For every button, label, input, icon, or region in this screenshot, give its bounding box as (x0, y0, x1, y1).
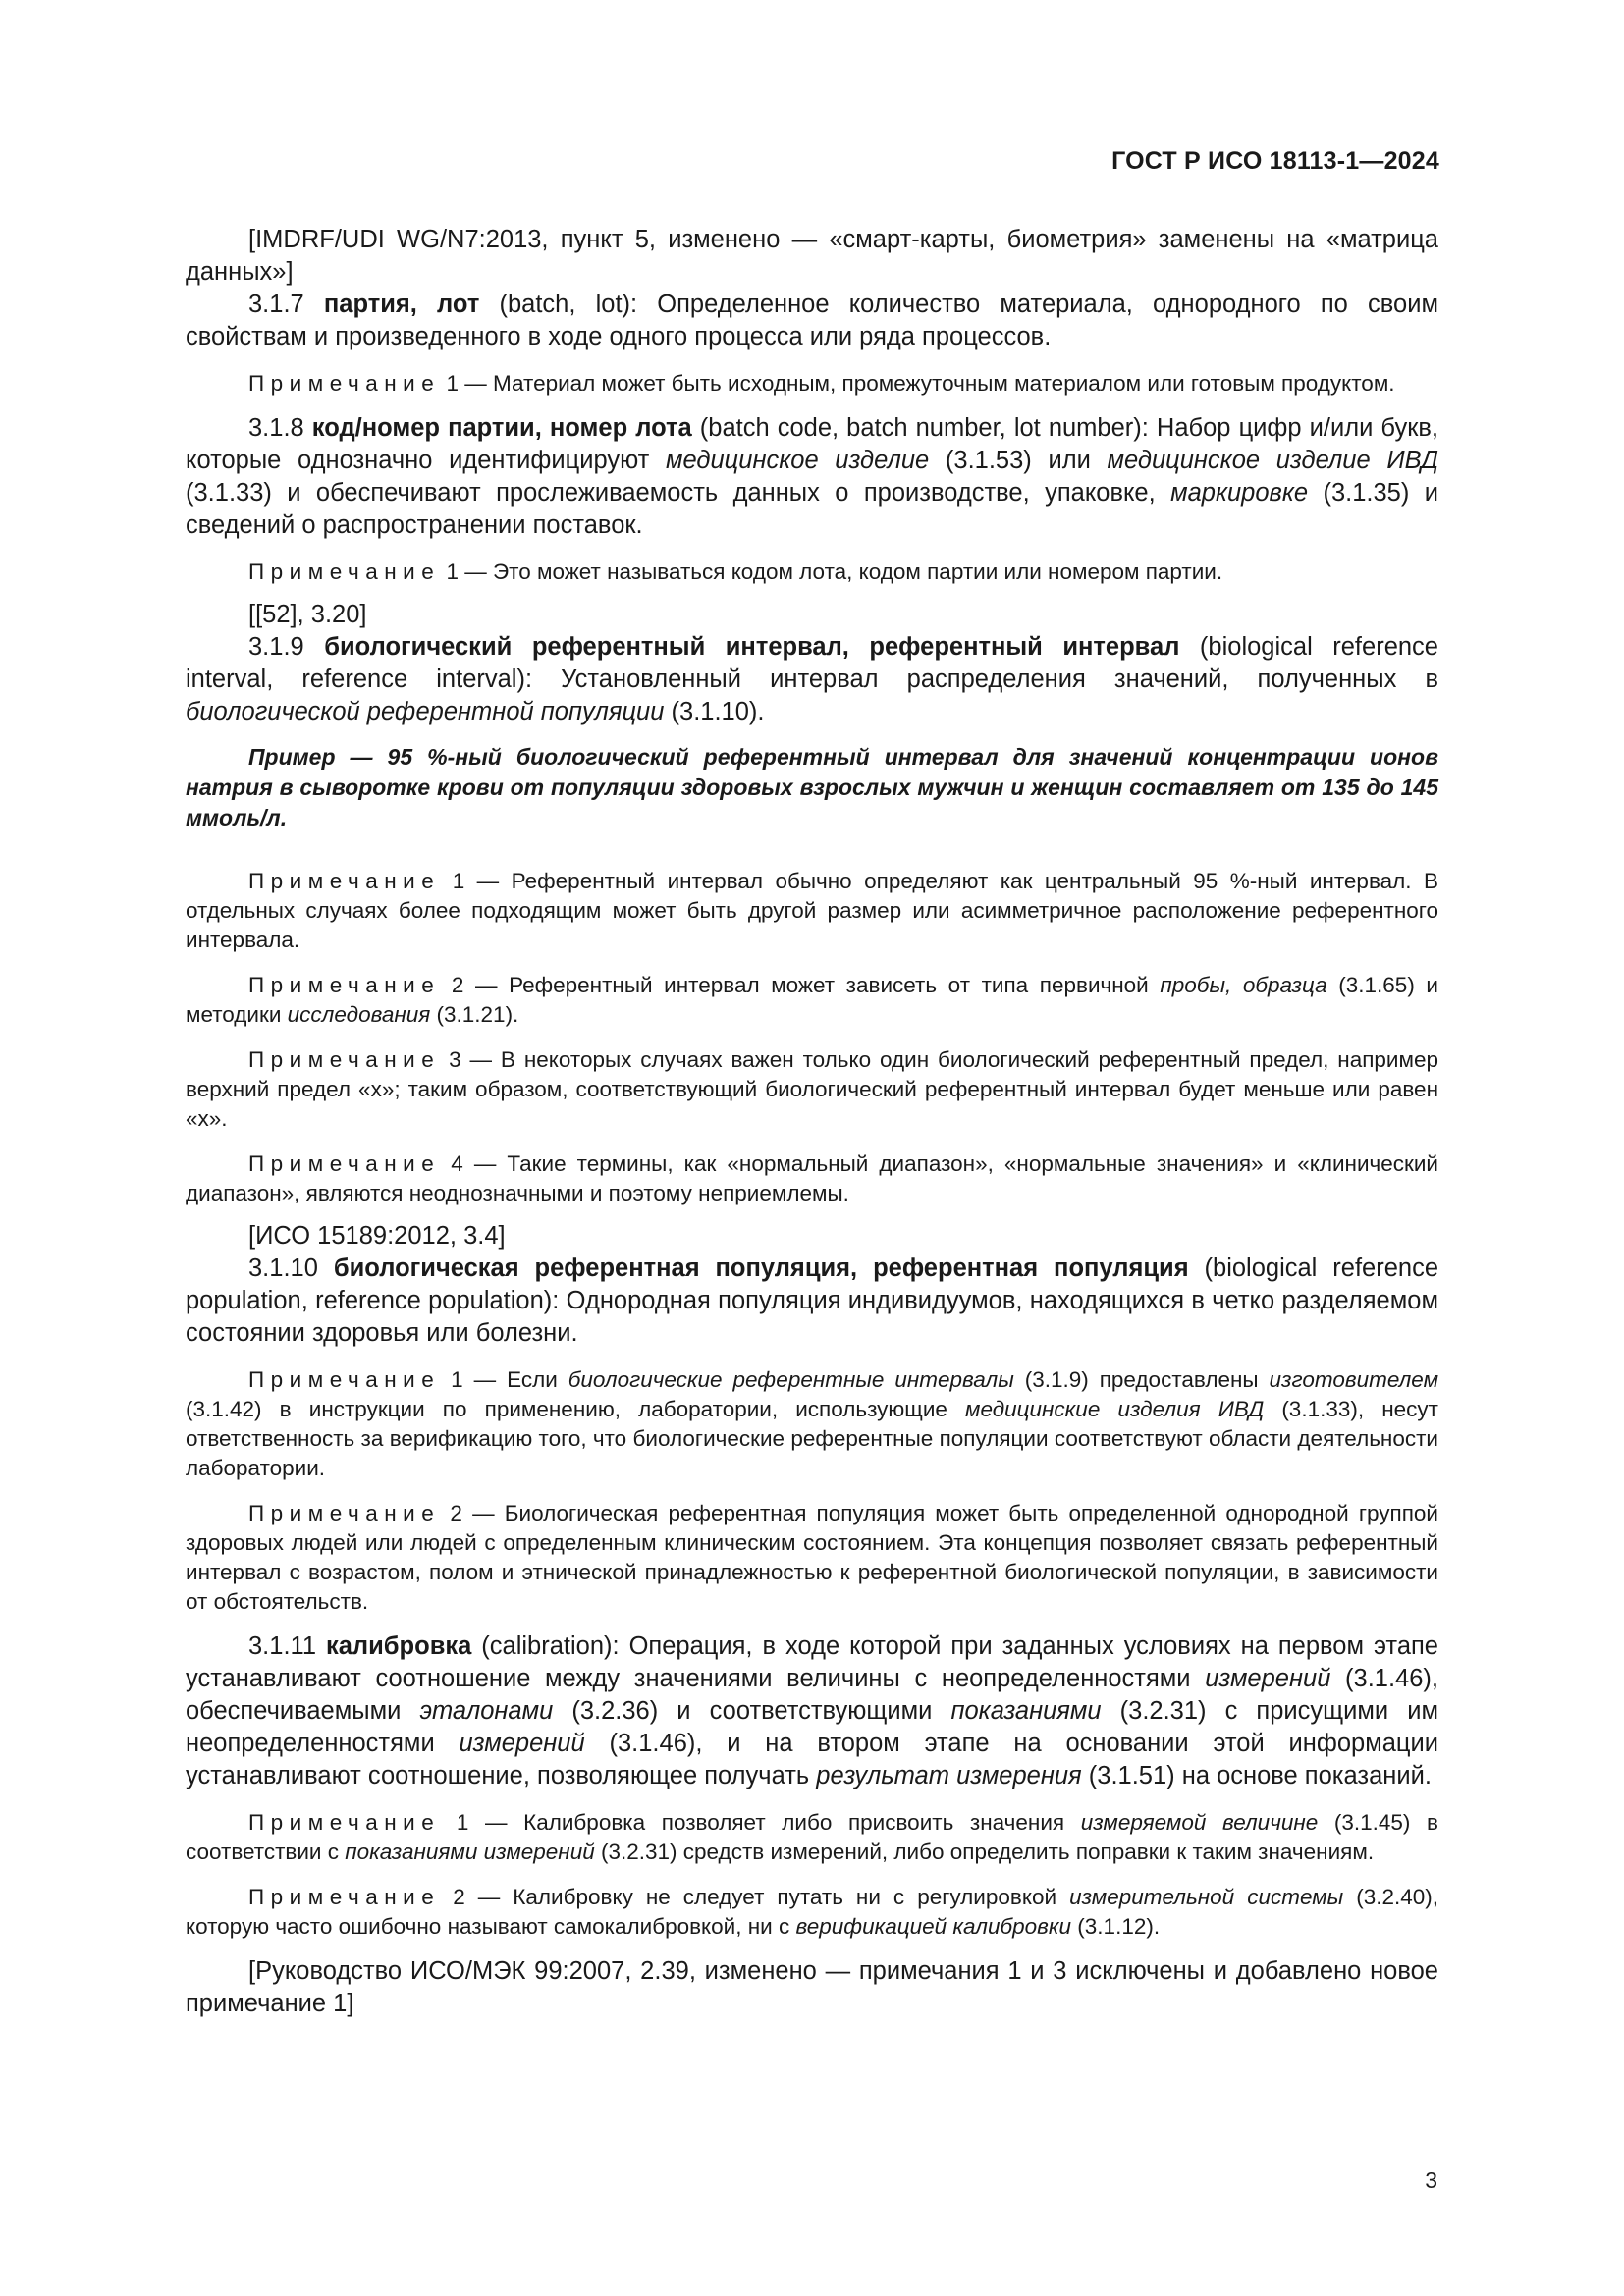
term-name: код/номер партии, номер лота (311, 414, 692, 442)
term-3-1-10: 3.1.10 биологическая референтная популяция, референтная популяция (biological reference population, reference population): Однородная популяция индивидуумов, находящихся в четко разделяемом состоянии здоровья или болезни. (186, 1255, 1438, 1347)
source-reference: [[52], 3.20] (248, 601, 367, 628)
term-name: биологический референтный интервал, референтный интервал (324, 633, 1180, 661)
source-reference: [IMDRF/UDI WG/N7:2013, пункт 5, изменено — «смарт-карты, биометрия» заменены на «матрица данных»] (186, 226, 1438, 286)
term-name: калибровка (325, 1632, 472, 1660)
note: Примечание 4 — Такие термины, как «нормальный диапазон», «нормальные значения» и «клинический диапазон», являются неоднозначными и поэтому неприемлемы. (186, 1151, 1438, 1205)
example: Пример — 95 %-ный биологический референтный интервал для значений концентрации ионов натрия в сыворотке крови от популяции здоровых взрослых мужчин и женщин составляет от 135 до 145 ммоль/л. (186, 744, 1438, 830)
note: Примечание 1 — Референтный интервал обычно определяют как центральный 95 %-ный интервал. В отдельных случаях более подходящим может быть другой размер или асимметричное расположение референтного интервала. (186, 869, 1438, 952)
page-content (186, 224, 1438, 2020)
note: Примечание 3 — В некоторых случаях важен только один биологический референтный предел, например верхний предел «x»; таким образом, соответствующий биологический референтный интервал будет меньше или равен «x». (186, 1047, 1438, 1131)
source-reference: [Руководство ИСО/МЭК 99:2007, 2.39, изменено — примечания 1 и 3 исключены и добавлено новое примечание 1] (186, 1957, 1438, 2017)
note: Примечание 2 — Биологическая референтная популяция может быть определенной однородной группой здоровых людей или людей с определенным клиническим состоянием. Эта концепция позволяет связать референтный интервал с возрастом, полом и этнической принадлежностью к референтной биологической популяции, в зависимости от обстоятельств. (186, 1501, 1438, 1614)
document-header: ГОСТ Р ИСО 18113-1—2024 (1111, 147, 1439, 175)
note: Примечание 1 — Калибровка позволяет либо присвоить значения измеряемой величине (3.1.45) в соответствии с показаниями измерений (3.2.31) средств измерений, либо определить поправки к таким значениям. (186, 1810, 1438, 1864)
source-reference: [ИСО 15189:2012, 3.4] (248, 1222, 506, 1250)
term-3-1-9: 3.1.9 биологический референтный интервал, референтный интервал (biological reference interval, reference interval): Установленный интервал распределения значений, полученных в биологической референтной популяции (3.1.10). (186, 633, 1438, 725)
term-3-1-7: 3.1.7 партия, лот (batch, lot): Определенное количество материала, однородного по своим свойствам и произведенного в ходе одного процесса или ряда процессов. (186, 291, 1438, 350)
note: Примечание 1 — Материал может быть исходным, промежуточным материалом или готовым продуктом. (248, 371, 1395, 396)
term-name: биологическая референтная популяция, референтная популяция (333, 1255, 1189, 1282)
note: Примечание 2 — Калибровку не следует путать ни с регулировкой измерительной системы (3.2.40), которую часто ошибочно называют самокалибровкой, ни с верификацией калибровки (3.1.12). (186, 1885, 1439, 1939)
note: Примечание 2 — Референтный интервал может зависеть от типа первичной пробы, образца (3.1.65) и методики исследования (3.1.21). (186, 973, 1438, 1027)
note: Примечание 1 — Это может называться кодом лота, кодом партии или номером партии. (248, 560, 1223, 584)
note: Примечание 1 — Если биологические референтные интервалы (3.1.9) предоставлены изготовителем (3.1.42) в инструкции по применению, лаборатории, использующие медицинские изделия ИВД (3.1.33), несут ответственность за верификацию того, что биологические референтные популяции соответствуют области деятельности лаборатории. (186, 1367, 1438, 1480)
term-3-1-8: 3.1.8 код/номер партии, номер лота (batch code, batch number, lot number): Набор цифр и/или букв, которые однозначно идентифицируют медицинское изделие (3.1.53) или медицинское изделие ИВД (3.1.33) и обеспечивают прослеживаемость данных о производстве, упаковке, маркировке (3.1.35) и сведений о распространении поставок. (186, 414, 1439, 539)
term-name: партия, лот (323, 291, 480, 318)
page-number: 3 (1425, 2167, 1437, 2193)
term-3-1-11: 3.1.11 калибровка (calibration): Операция, в ходе которой при заданных условиях на первом этапе устанавливают соотношение между значениями величины с неопределенностями измерений (3.1.46), обеспечиваемыми эталонами (3.2.36) и соответствующими показаниями (3.2.31) с присущими им неопределенностями измерений (3.1.46), и на втором этапе на основании этой информации устанавливают соотношение, позволяющее получать результат измерения (3.1.51) на основе показаний. (186, 1632, 1439, 1789)
